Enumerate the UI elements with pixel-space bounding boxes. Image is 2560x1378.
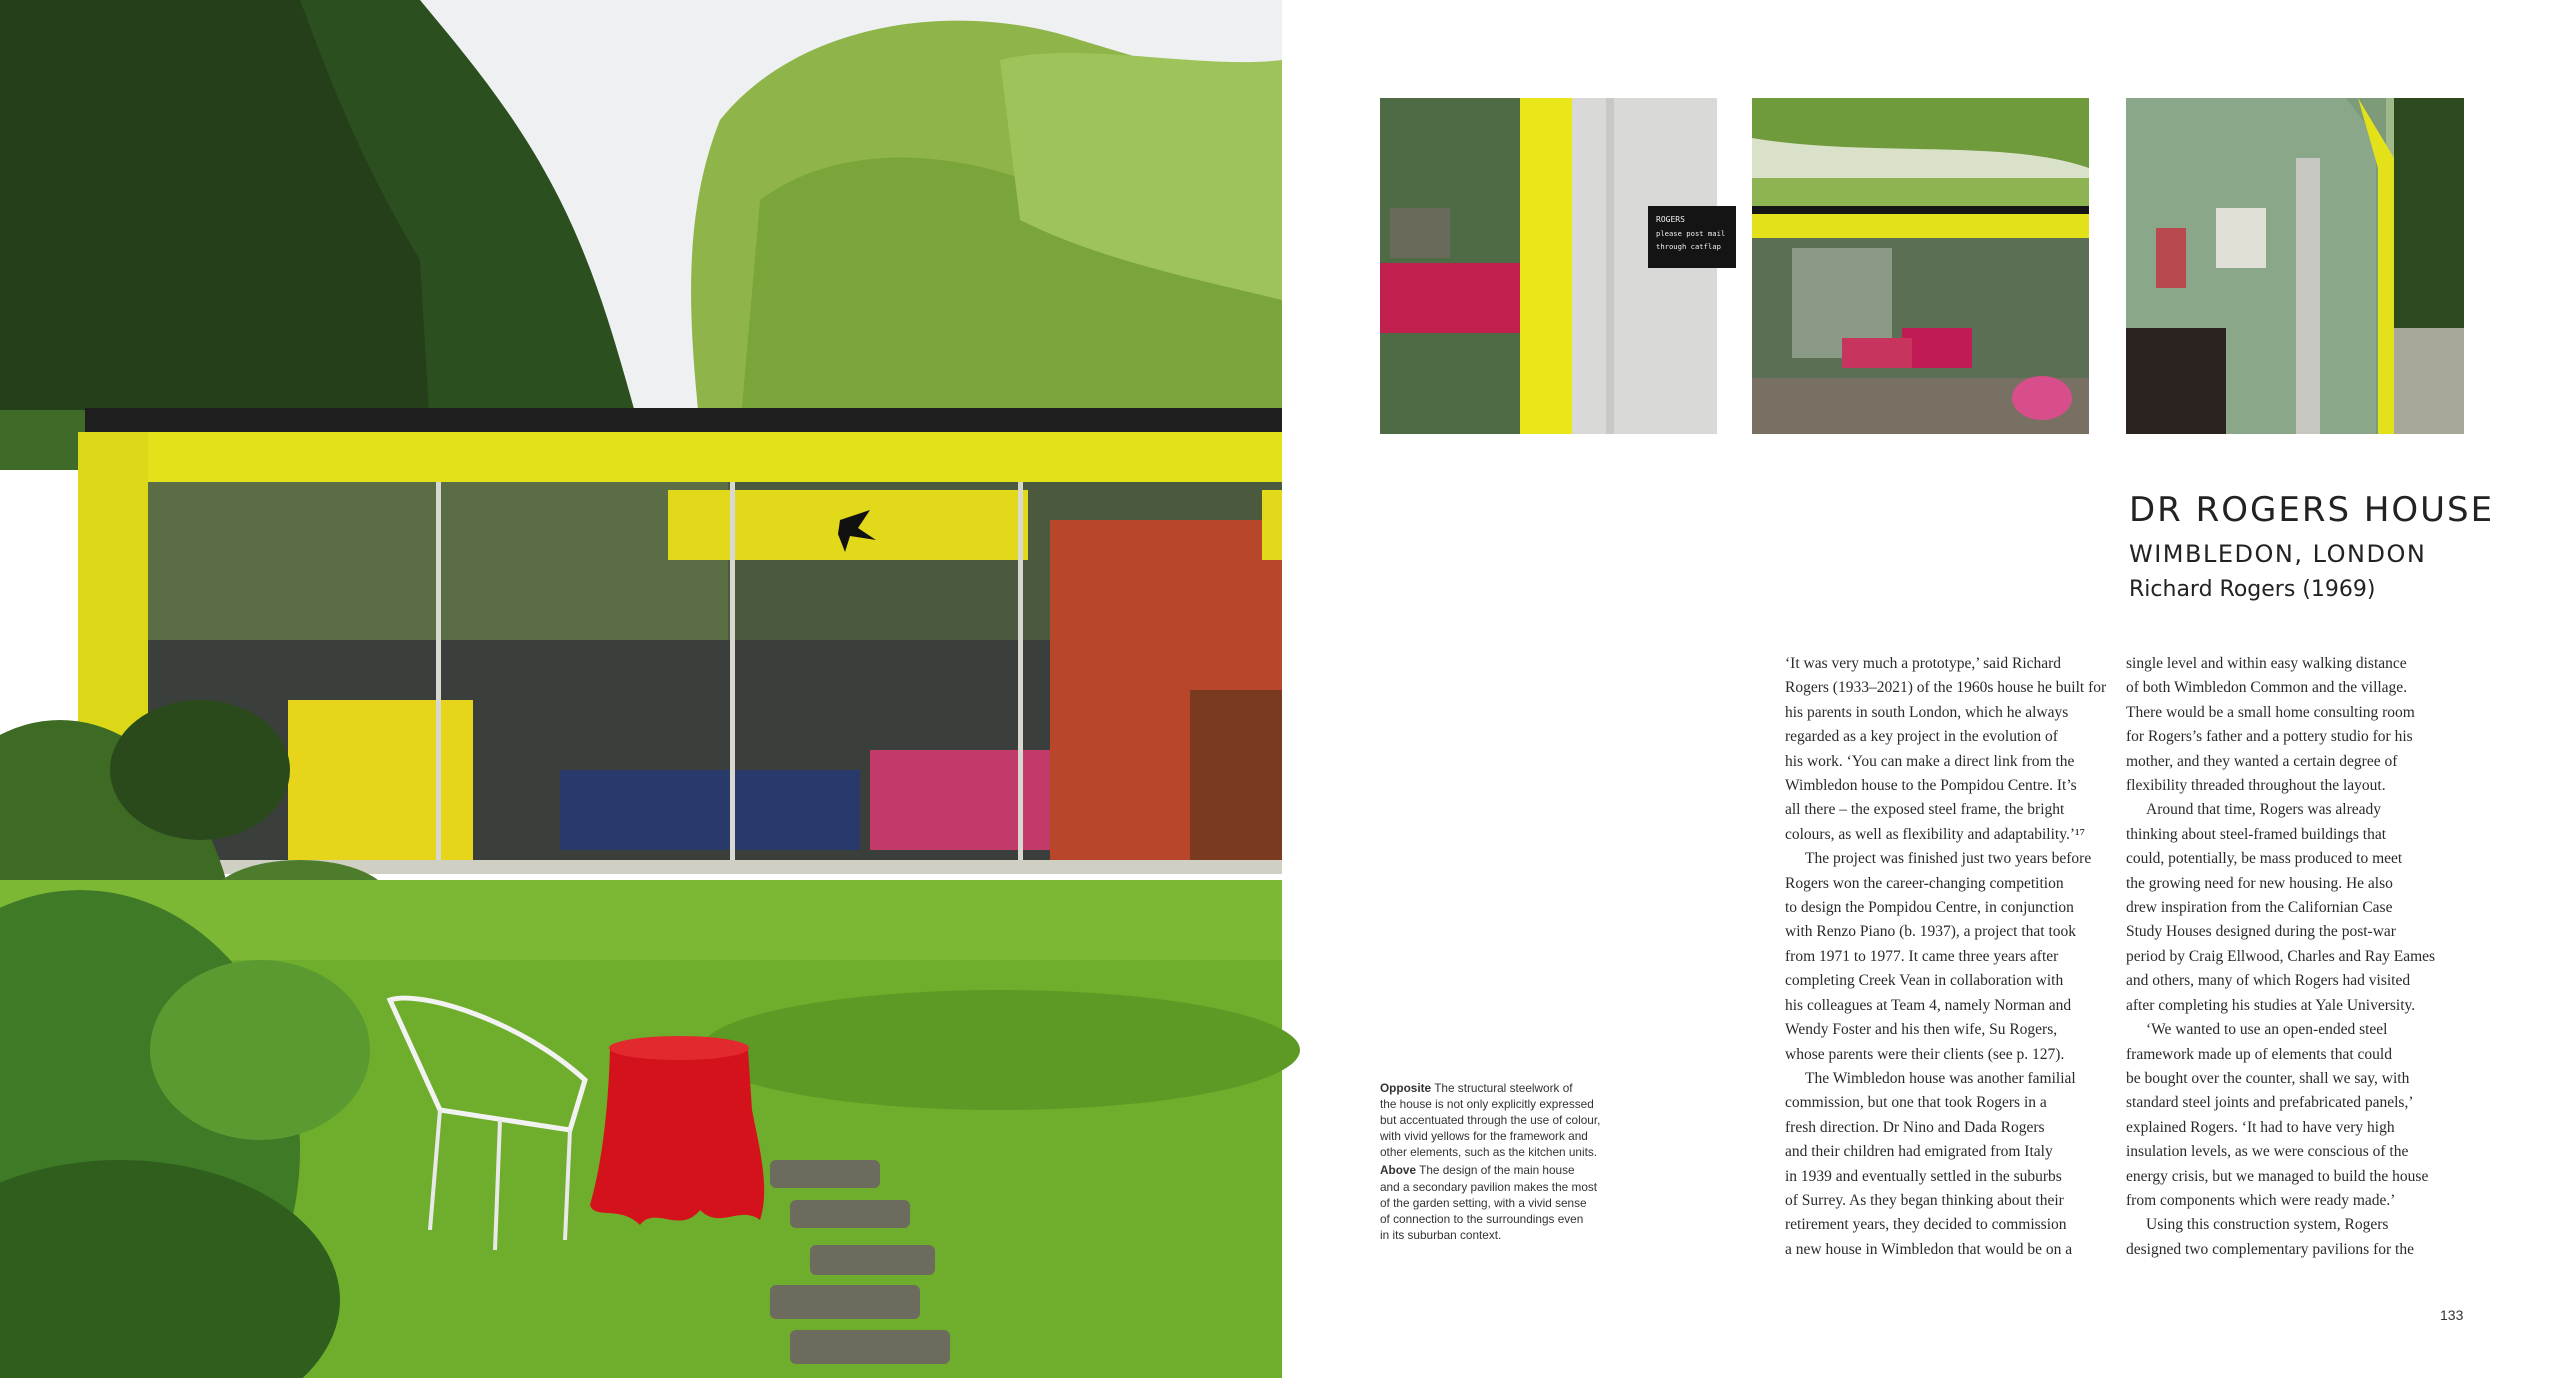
caption-label: Opposite [1380, 1081, 1432, 1095]
caption-item [1380, 1080, 1640, 1160]
body-line: standard steel joints and prefabricated panels,’ [2126, 1094, 2414, 1112]
sign-line-1: ROGERS [1656, 215, 1685, 224]
body-line: flexibility threaded throughout the layout. [2126, 777, 2386, 795]
body-line: The project was finished just two years before [1805, 850, 2092, 868]
article-title: DR ROGERS HOUSE [2129, 490, 2495, 530]
body-line: for Rogers’s father and a pottery studio for his [2126, 728, 2413, 746]
body-paragraph [1785, 652, 2135, 847]
body-line: his colleagues at Team 4, namely Norman and [1785, 996, 2072, 1014]
body-line: regarded as a key project in the evolution of [1785, 728, 2058, 746]
sign-line-2: please post mail [1656, 229, 1726, 238]
body-line: Wendy Foster and his then wife, Su Rogers, [1785, 1021, 2058, 1039]
body-line: could, potentially, be mass produced to meet [2126, 850, 2403, 868]
thumbnail-sign-detail [1380, 98, 1726, 434]
caption-line: The structural steelwork of [1431, 1081, 1573, 1095]
caption-line: of connection to the surroundings even [1380, 1211, 1584, 1226]
body-line: period by Craig Ellwood, Charles and Ray Eames [2126, 947, 2436, 965]
body-line: energy crisis, but we managed to build the house [2126, 1167, 2429, 1185]
body-line: his work. ‘You can make a direct link from the [1785, 752, 2075, 770]
caption-line: but accentuated through the use of colour, [1380, 1113, 1601, 1128]
caption-line: of the garden setting, with a vivid sense [1380, 1195, 1587, 1210]
body-line: be bought over the counter, shall we say, with [2126, 1069, 2410, 1087]
body-line: in 1939 and eventually settled in the suburbs [1785, 1167, 2062, 1185]
body-line: from components which were ready made.’ [2126, 1191, 2396, 1209]
body-line: of both Wimbledon Common and the village. [2126, 679, 2408, 697]
body-line: from 1971 to 1977. It came three years after [1785, 947, 2059, 965]
body-line: explained Rogers. ‘It had to have very high [2126, 1118, 2395, 1136]
sign-line-3: through catflap [1656, 242, 1721, 251]
caption-label: Above [1380, 1163, 1417, 1178]
body-line: single level and within easy walking distance [2126, 655, 2407, 672]
body-column-1 [1785, 652, 2135, 1262]
body-paragraph [2126, 798, 2476, 1018]
photo-roof [85, 408, 1282, 434]
body-line: colours, as well as flexibility and adaptability.’¹⁷ [1785, 825, 2086, 843]
caption-line: and a secondary pavilion makes the most [1380, 1179, 1598, 1194]
photo-red-stool [590, 1041, 764, 1225]
thumbnail-glass-corner [2126, 98, 2464, 434]
body-line: all there – the exposed steel frame, the bright [1785, 801, 2065, 819]
body-line: insulation levels, as we were conscious of the [2126, 1143, 2409, 1161]
body-line: his parents in south London, which he always [1785, 703, 2069, 721]
body-line: fresh direction. Dr Nino and Dada Rogers [1785, 1118, 2045, 1136]
caption-line: The design of the main house [1416, 1163, 1575, 1178]
caption-line: other elements, such as the kitchen units. [1380, 1145, 1598, 1160]
body-line: commission, but one that took Rogers in a [1785, 1094, 2047, 1112]
body-paragraph [2126, 1213, 2476, 1262]
body-line: Using this construction system, Rogers [2146, 1216, 2389, 1234]
body-line: retirement years, they decided to commission [1785, 1216, 2067, 1234]
body-line: The Wimbledon house was another familial [1805, 1069, 2076, 1087]
article-architect: Richard Rogers (1969) [2129, 577, 2376, 602]
body-paragraph [2126, 652, 2476, 798]
body-line: drew inspiration from the Californian Case [2126, 899, 2393, 917]
body-line: There would be a small home consulting room [2126, 703, 2415, 721]
body-line: and others, many of which Rogers had visited [2126, 972, 2411, 990]
body-line: framework made up of elements that could [2126, 1045, 2392, 1063]
body-line: completing Creek Vean in collaboration with [1785, 972, 2064, 990]
body-line: the growing need for new housing. He also [2126, 874, 2393, 892]
caption-item [1380, 1162, 1640, 1242]
body-line: thinking about steel-framed buildings that [2126, 825, 2387, 843]
body-line: with Renzo Piano (b. 1937), a project that took [1785, 923, 2076, 941]
body-line: Around that time, Rogers was already [2146, 801, 2382, 819]
photo-yellow-fascia [85, 432, 1282, 482]
body-line: ‘We wanted to use an open-ended steel [2146, 1021, 2388, 1039]
body-line: of Surrey. As they began thinking about their [1785, 1191, 2064, 1209]
body-column-2 [2126, 652, 2476, 1262]
body-line: a new house in Wimbledon that would be on a [1785, 1240, 2073, 1258]
article-heading [2129, 488, 2494, 608]
body-line: mother, and they wanted a certain degree of [2126, 752, 2398, 770]
body-line: ‘It was very much a prototype,’ said Richard [1785, 655, 2062, 672]
photo-captions [1380, 1080, 1640, 1245]
caption-line: with vivid yellows for the framework and [1380, 1129, 1588, 1144]
body-paragraph [2126, 1018, 2476, 1213]
body-line: and their children had emigrated from Italy [1785, 1143, 2053, 1161]
body-line: Rogers won the career-changing competition [1785, 874, 2064, 892]
page-number: 133 [2440, 1307, 2464, 1323]
body-paragraph [1785, 1067, 2135, 1262]
body-line: after completing his studies at Yale University. [2126, 996, 2416, 1014]
body-line: Study Houses designed during the post-war [2126, 923, 2396, 941]
body-line: whose parents were their clients (see p. 127). [1785, 1045, 2065, 1063]
body-line: to design the Pompidou Centre, in conjunction [1785, 899, 2074, 917]
body-line: Wimbledon house to the Pompidou Centre. It’s [1785, 777, 2077, 795]
thumbnail-garden-view [1752, 98, 2089, 434]
body-paragraph [1785, 847, 2135, 1067]
article-subtitle: WIMBLEDON, LONDON [2129, 540, 2427, 568]
body-line: Rogers (1933–2021) of the 1960s house he built for [1785, 679, 2107, 697]
caption-line: the house is not only explicitly expressed [1380, 1097, 1594, 1112]
body-line: designed two complementary pavilions for the [2126, 1240, 2414, 1258]
caption-line: in its suburban context. [1380, 1227, 1502, 1242]
